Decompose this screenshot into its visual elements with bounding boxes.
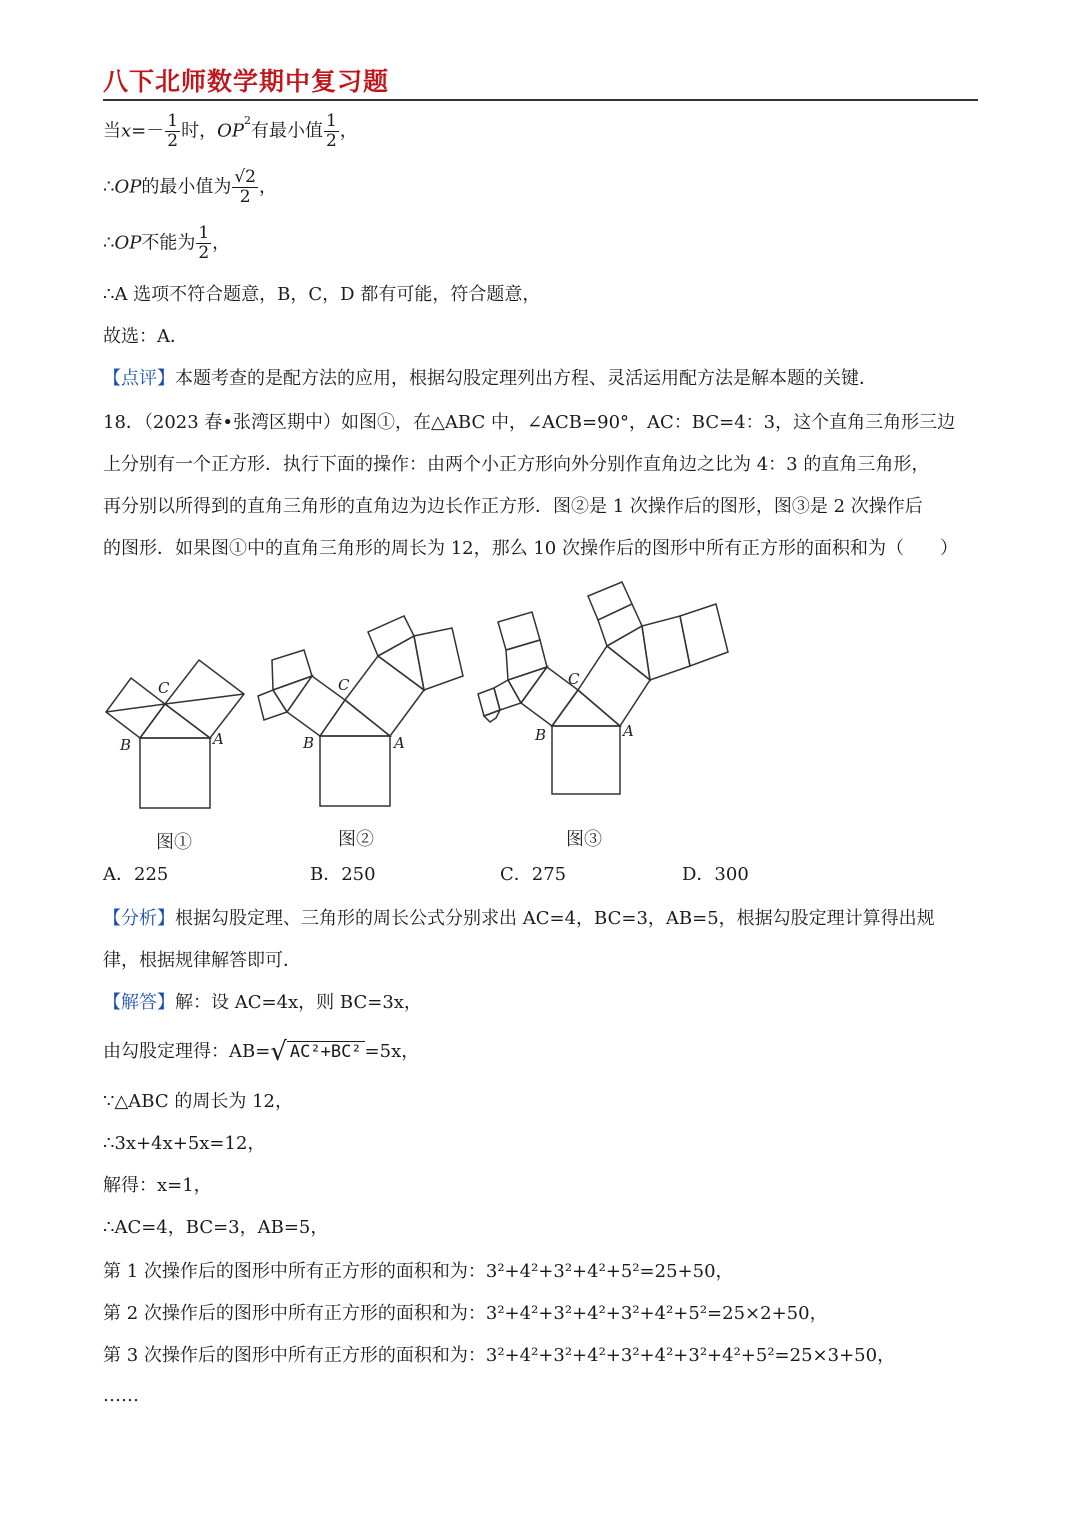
solution-text: 解：设 AC=4x，则 BC=3x， (175, 992, 422, 1013)
solution-line-4: ∴A 选项不符合题意，B，C，D 都有可能，符合题意， (103, 284, 541, 305)
triangle-abc (320, 700, 390, 736)
solution-tag: 【解答】 (103, 992, 175, 1013)
solution-answer-line-6: ∴AC=4，BC=3，AB=5， (103, 1217, 329, 1238)
numerator: 1 (325, 111, 337, 131)
fraction (232, 168, 258, 207)
text: ， (258, 176, 277, 198)
solution-ellipsis: …… (103, 1385, 139, 1406)
analysis-tag: 【分析】 (103, 908, 175, 929)
analysis-line-2: 律，根据规律解答即可． (103, 950, 301, 971)
analysis-text: 根据勾股定理、三角形的周长公式分别求出 AC=4，BC=3，AB=5，根据勾股定理计算得出规 (175, 908, 935, 929)
option-c: C．275 (500, 864, 567, 885)
problem-line-2: 上分别有一个正方形．执行下面的操作：由两个小正方形向外分别作直角边之比为 4：3 的直角三角形， (103, 454, 930, 475)
text: ， (212, 232, 231, 254)
figure-2 (258, 616, 463, 806)
label-b: B (303, 734, 315, 752)
text: 有最小值 (250, 120, 323, 142)
numerator: 1 (167, 111, 179, 131)
superscript: 2 (243, 114, 251, 127)
fraction (196, 224, 211, 263)
solution-answer-line-8: 第 2 次操作后的图形中所有正方形的面积和为：3²+4²+3²+4²+3²+4²+5²=25×2+50， (103, 1303, 828, 1324)
text: =5x， (364, 1041, 420, 1062)
square-small (368, 616, 414, 656)
comment-text: 本题考查的是配方法的应用，根据勾股定理列出方程、灵活运用配方法是解本题的关键． (175, 368, 877, 389)
solution-line-1 (103, 112, 358, 151)
option-d: D．300 (682, 864, 749, 885)
diag (106, 704, 165, 712)
square-bc (287, 676, 345, 736)
figure-1 (106, 660, 244, 808)
square-small (588, 582, 632, 620)
label-a: A (394, 734, 405, 752)
label-c: C (568, 670, 580, 688)
solution-answer-line-5: 解得：x=1， (103, 1175, 212, 1196)
square-small (414, 628, 463, 690)
denominator: 2 (198, 243, 210, 263)
fraction (165, 112, 180, 151)
square-small (506, 640, 547, 680)
label-c: C (158, 679, 170, 697)
comment-tag: 【点评】 (103, 368, 175, 389)
var-op: OP (217, 120, 244, 142)
triangle-small (508, 667, 547, 703)
diag (165, 694, 244, 704)
header-divider (103, 99, 978, 101)
figure-3 (478, 582, 728, 794)
square-ab (320, 736, 390, 806)
label-b: B (120, 736, 132, 754)
denominator: 2 (325, 131, 337, 151)
problem-line-1: 18．（2023 春•张湾区期中）如图①，在△ABC 中，∠ACB=90°，AC：BC=4：3，这个直角三角形三边 (103, 412, 956, 433)
caption-figure-1: 图① (156, 832, 192, 853)
text: 的最小值为 (141, 176, 232, 198)
page-header-title: 八下北师数学期中复习题 (103, 67, 390, 96)
square-small (642, 616, 690, 680)
var-x: x (121, 120, 132, 142)
label-c: C (338, 676, 350, 694)
square-small (484, 710, 500, 722)
analysis-line-1 (103, 907, 935, 931)
square-ac (345, 656, 424, 736)
solution-line-2 (103, 168, 277, 207)
solution-answer-line-4: ∴3x+4x+5x=12， (103, 1133, 266, 1154)
square-small (498, 612, 540, 650)
denominator: 2 (239, 187, 251, 207)
text: 当 (103, 120, 121, 142)
text: 由勾股定理得：AB= (103, 1041, 271, 1062)
triangle-abc (140, 704, 210, 738)
sqrt-symbol: √ (270, 1037, 287, 1067)
text: ， (339, 120, 358, 142)
pythagoras-tree-figures (0, 570, 1080, 860)
solution-answer-line-9: 第 3 次操作后的图形中所有正方形的面积和为：3²+4²+3²+4²+3²+4²+3²+4²+5²=25×3+50， (103, 1345, 896, 1366)
text: 时， (181, 120, 218, 142)
square-ac (578, 646, 650, 726)
var-op: OP (114, 232, 142, 254)
radicand: AC²+BC² (287, 1041, 365, 1062)
square-ab (552, 726, 620, 794)
label-a: A (623, 722, 634, 740)
numerator: 1 (198, 223, 210, 243)
text: =－ (131, 120, 165, 142)
text: ∴ (103, 232, 115, 254)
caption-figure-3: 图③ (566, 829, 602, 850)
square-ab (140, 738, 210, 808)
triangle-small (378, 636, 424, 690)
numerator: √2 (234, 167, 256, 187)
solution-line-5: 故选：A． (103, 326, 188, 347)
var-op: OP (114, 176, 142, 198)
fraction (324, 112, 339, 151)
triangle-small (273, 676, 312, 712)
option-a: A．225 (103, 864, 169, 885)
caption-figure-2: 图② (338, 829, 374, 850)
problem-line-4: 的图形．如果图①中的直角三角形的周长为 12，那么 10 次操作后的图形中所有正方形的面积和为（ ） (103, 538, 958, 559)
solution-answer-line-7: 第 1 次操作后的图形中所有正方形的面积和为：3²+4²+3²+4²+5²=25+50， (103, 1261, 734, 1282)
solution-answer-line-3: ∵△ABC 的周长为 12， (103, 1091, 293, 1112)
text: ∴ (103, 176, 115, 198)
text: 不能为 (141, 232, 196, 254)
label-a: A (213, 730, 224, 748)
solution-answer-line-1 (103, 991, 422, 1015)
square-small (258, 690, 287, 720)
option-b: B．250 (310, 864, 376, 885)
denominator: 2 (167, 131, 179, 151)
square-small (680, 604, 728, 666)
solution-answer-line-2 (103, 1037, 420, 1067)
triangle-abc (552, 690, 620, 726)
comment-line (103, 367, 877, 391)
problem-line-3: 再分别以所得到的直角三角形的直角边为边长作正方形．图②是 1 次操作后的图形，图③是 2 次操作后 (103, 496, 923, 517)
label-b: B (535, 726, 547, 744)
solution-line-3 (103, 224, 230, 263)
